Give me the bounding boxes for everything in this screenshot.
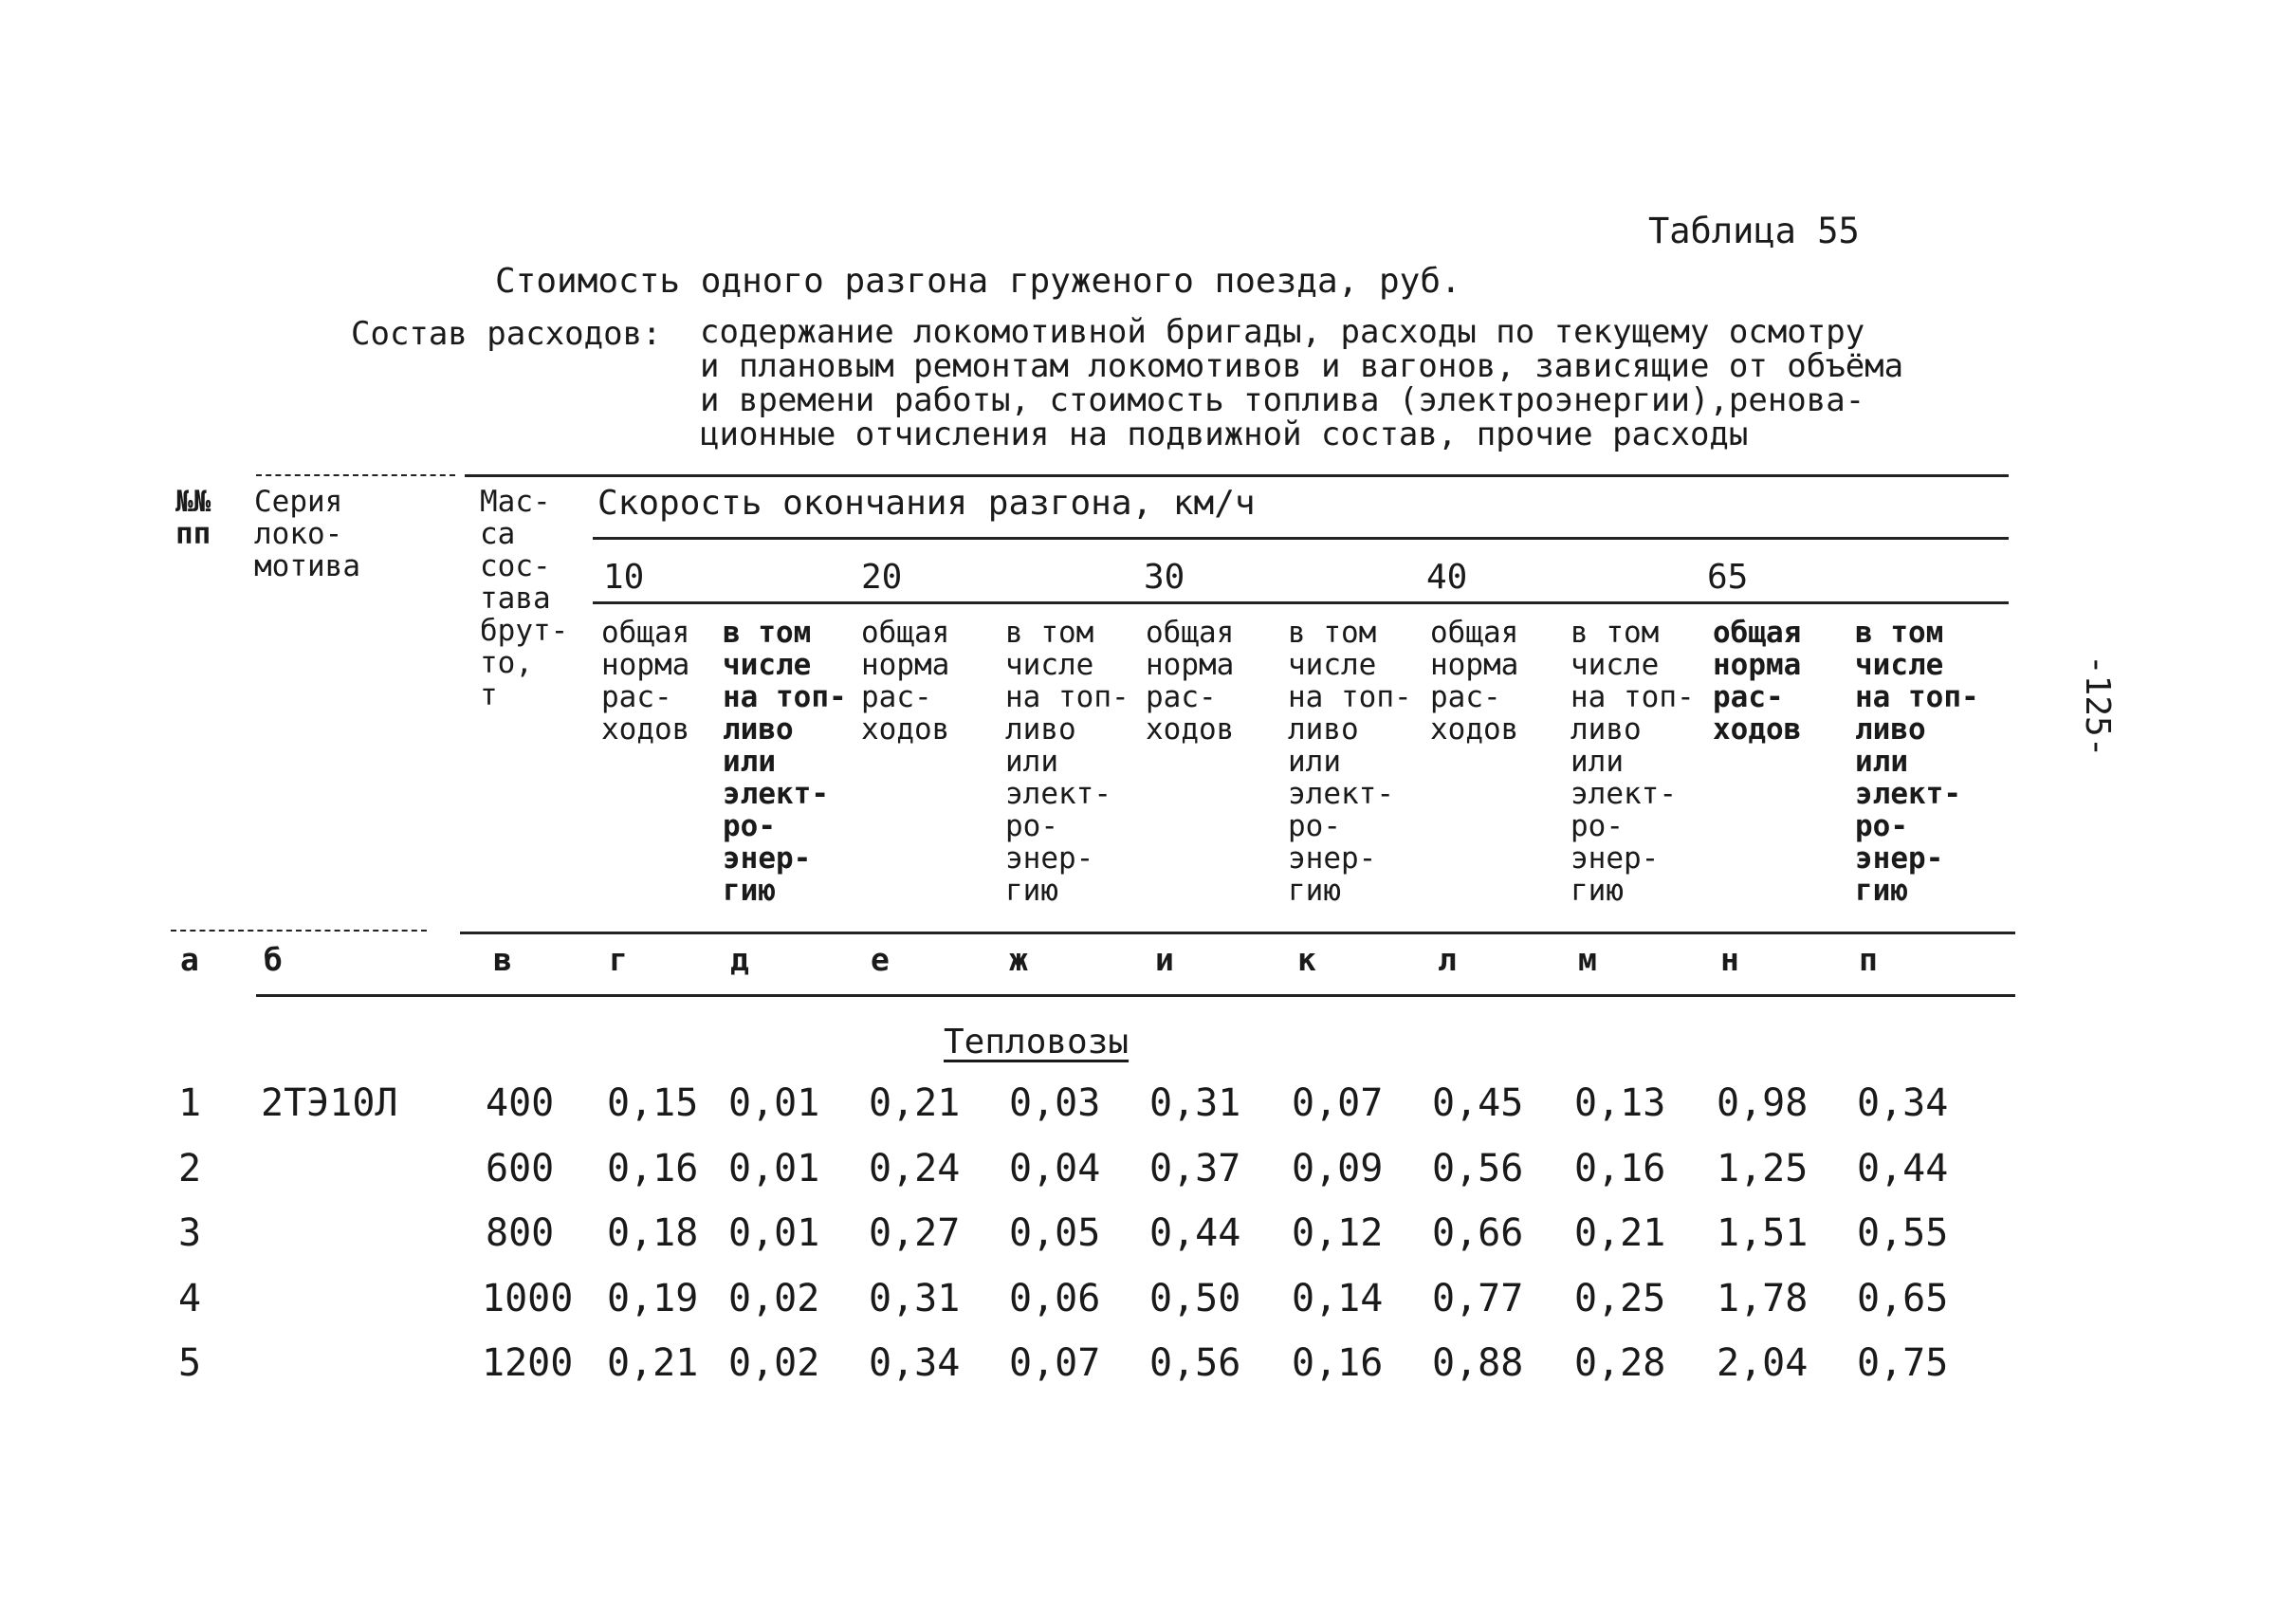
value-cell: 0,14 [1292, 1277, 1384, 1320]
col-letter: п [1859, 941, 1878, 978]
table-top-rule [465, 474, 2009, 477]
col-header-total-30: общая норма рас- ходов [1146, 616, 1235, 747]
table-top-rule-left [256, 474, 455, 476]
row-mass: 400 [486, 1081, 555, 1125]
value-cell: 0,09 [1292, 1147, 1384, 1190]
value-cell: 0,34 [1857, 1081, 1949, 1125]
value-cell: 0,44 [1149, 1211, 1241, 1255]
col-letter: в [493, 941, 512, 978]
value-cell: 0,56 [1432, 1147, 1524, 1190]
table-row [0, 1211, 2296, 1268]
speed-values-rule [593, 601, 2009, 604]
row-mass: 600 [486, 1147, 555, 1190]
value-cell: 0,56 [1149, 1341, 1241, 1385]
value-cell: 0,50 [1149, 1277, 1241, 1320]
table-label: Таблица 55 [1648, 211, 1860, 251]
value-cell: 0,01 [728, 1081, 820, 1125]
value-cell: 0,12 [1292, 1211, 1384, 1255]
speed-10: 10 [603, 558, 645, 597]
col-header-fuel-65: в том числе на топ- ливо или элект- ро- энер- гию [1855, 616, 1979, 908]
value-cell: 0,07 [1292, 1081, 1384, 1125]
table-row [0, 1277, 2296, 1334]
value-cell: 0,25 [1574, 1277, 1666, 1320]
value-cell: 0,21 [1574, 1211, 1666, 1255]
col-header-fuel-10: в том числе на топ- ливо или элект- ро- энер- гию [723, 616, 847, 908]
col-letter: д [730, 941, 749, 978]
col-header-num: №№ пп [175, 485, 211, 551]
header-bottom-rule [460, 932, 2015, 934]
value-cell: 0,31 [869, 1277, 961, 1320]
value-cell: 0,31 [1149, 1081, 1241, 1125]
page-number: -125- [2078, 655, 2117, 758]
value-cell: 0,04 [1009, 1147, 1101, 1190]
row-num: 3 [178, 1211, 202, 1255]
row-num: 5 [178, 1341, 202, 1385]
table-row [0, 1147, 2296, 1204]
value-cell: 0,16 [1292, 1341, 1384, 1385]
value-cell: 0,06 [1009, 1277, 1101, 1320]
row-mass: 800 [486, 1211, 555, 1255]
value-cell: 0,05 [1009, 1211, 1101, 1255]
value-cell: 2,04 [1717, 1341, 1809, 1385]
value-cell: 0,21 [869, 1081, 961, 1125]
value-cell: 1,78 [1717, 1277, 1809, 1320]
col-letter: е [871, 941, 890, 978]
col-header-fuel-30: в том числе на топ- ливо или элект- ро- энер- гию [1288, 616, 1412, 908]
value-cell: 0,24 [869, 1147, 961, 1190]
col-header-total-10: общая норма рас- ходов [601, 616, 690, 747]
row-num: 1 [178, 1081, 202, 1125]
row-mass: 1200 [482, 1341, 574, 1385]
value-cell: 0,77 [1432, 1277, 1524, 1320]
row-num: 4 [178, 1277, 202, 1320]
value-cell: 0,16 [1574, 1147, 1666, 1190]
col-letter: к [1297, 941, 1316, 978]
col-header-series: Серия локо- мотива [254, 485, 360, 583]
col-header-total-65: общая норма рас- ходов [1713, 616, 1802, 747]
col-letter: л [1438, 941, 1457, 978]
col-letter: б [264, 941, 283, 978]
value-cell: 0,19 [607, 1277, 699, 1320]
value-cell: 0,37 [1149, 1147, 1241, 1190]
col-letter: а [180, 941, 199, 978]
speed-65: 65 [1707, 558, 1749, 597]
value-cell: 0,55 [1857, 1211, 1949, 1255]
value-cell: 0,16 [607, 1147, 699, 1190]
value-cell: 1,25 [1717, 1147, 1809, 1190]
speed-title-rule [593, 537, 2009, 540]
speed-30: 30 [1144, 558, 1185, 597]
col-letter: ж [1009, 941, 1028, 978]
value-cell: 0,03 [1009, 1081, 1101, 1125]
speed-20: 20 [861, 558, 903, 597]
table-caption: Стоимость одного разгона груженого поезда, руб. [495, 262, 1461, 301]
value-cell: 0,15 [607, 1081, 699, 1125]
value-cell: 0,02 [728, 1341, 820, 1385]
table-row [0, 1341, 2296, 1398]
value-cell: 0,27 [869, 1211, 961, 1255]
col-letter: и [1155, 941, 1174, 978]
value-cell: 0,34 [869, 1341, 961, 1385]
row-num: 2 [178, 1147, 202, 1190]
value-cell: 0,07 [1009, 1341, 1101, 1385]
value-cell: 0,02 [728, 1277, 820, 1320]
row-mass: 1000 [482, 1277, 574, 1320]
value-cell: 0,75 [1857, 1341, 1949, 1385]
col-header-fuel-20: в том числе на топ- ливо или элект- ро- энер- гию [1005, 616, 1130, 908]
composition-label: Состав расходов: [351, 315, 662, 353]
value-cell: 0,88 [1432, 1341, 1524, 1385]
value-cell: 0,65 [1857, 1277, 1949, 1320]
col-letter: г [609, 941, 628, 978]
value-cell: 0,21 [607, 1341, 699, 1385]
value-cell: 0,01 [728, 1147, 820, 1190]
table-row [0, 1081, 2296, 1138]
value-cell: 0,66 [1432, 1211, 1524, 1255]
value-cell: 0,13 [1574, 1081, 1666, 1125]
col-letter: н [1720, 941, 1739, 978]
col-letter: м [1578, 941, 1597, 978]
col-header-mass: Мас- са сос- тава брут- то, т [480, 485, 569, 712]
value-cell: 0,98 [1717, 1081, 1809, 1125]
col-header-total-20: общая норма рас- ходов [861, 616, 950, 747]
row-series: 2ТЭ10Л [261, 1081, 398, 1125]
section-title: Тепловозы [944, 1023, 1130, 1061]
letters-bottom-rule [256, 994, 2015, 997]
value-cell: 0,18 [607, 1211, 699, 1255]
value-cell: 0,45 [1432, 1081, 1524, 1125]
value-cell: 1,51 [1717, 1211, 1809, 1255]
speed-title: Скорость окончания разгона, км/ч [597, 484, 1256, 523]
header-bottom-rule-left [171, 930, 427, 932]
value-cell: 0,28 [1574, 1341, 1666, 1385]
value-cell: 0,44 [1857, 1147, 1949, 1190]
composition-text: содержание локомотивной бригады, расходы по текущему осмотру и плановым ремонтам локомотивов и вагонов, зависящие от объёма и времени работы, стоимость топлива (электроэнергии),ренова- ционные отчисления на подвижной состав, прочие расходы [700, 313, 1904, 453]
value-cell: 0,01 [728, 1211, 820, 1255]
speed-40: 40 [1426, 558, 1468, 597]
col-header-fuel-40: в том числе на топ- ливо или элект- ро- энер- гию [1570, 616, 1695, 908]
col-header-total-40: общая норма рас- ходов [1430, 616, 1519, 747]
